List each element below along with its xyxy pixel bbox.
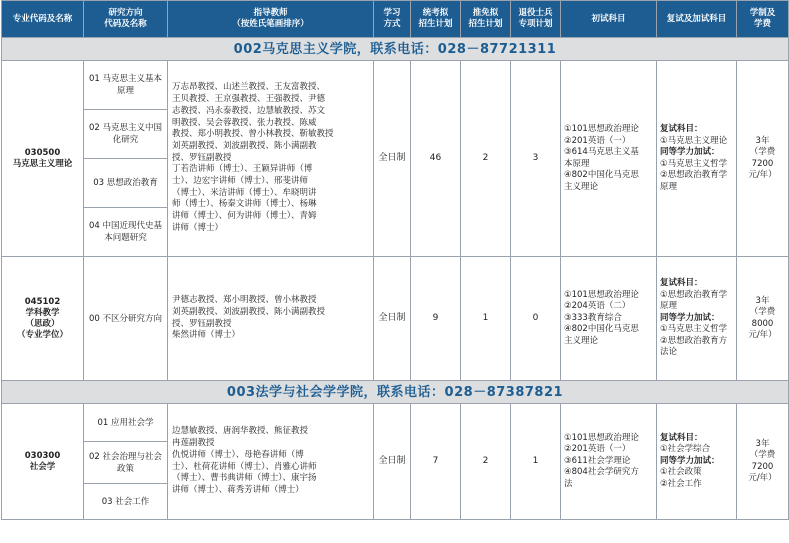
header-supervisor: 指导教师 （按姓氏笔画排序） [168,1,374,38]
admissions-table [1,0,789,520]
table-row [2,257,789,381]
veteran-plan-cell: 3 [511,61,561,257]
exam-subjects-cell: ①101思想政治理论 ②201英语（一） ③611社会学理论 ④804社会学研究方 法 [561,404,657,520]
retest-cell: 复试科目： ①社会学综合 同等学力加试： ①社会政策 ②社会工作 [657,404,737,520]
direction-cell: 02 马克思主义中国化研究 [84,110,168,159]
mode-cell: 全日制 [374,257,411,381]
retest-cell: 复试科目： ①思想政治教育学原理 同等学力加试： ①马克思主义哲学 ②思想政治教育方法论 [657,257,737,381]
exempt-plan-cell: 2 [461,404,511,520]
header-exam-subjects: 初试科目 [561,1,657,38]
college-title-003: 003法学与社会学学院，联系电话：028－87387821 [2,381,789,404]
table-row [2,61,789,110]
duration-fee-cell: 3年 （学费 8000 元/年） [737,257,789,381]
direction-cell: 03 思想政治教育 [84,159,168,208]
direction-cell: 02 社会治理与社会政策 [84,442,168,484]
header-duration: 学制及 学费 [737,1,789,38]
unified-plan-cell: 9 [411,257,461,381]
major-cell: 030500 马克思主义理论 [2,61,84,257]
college-title-002: 002马克思主义学院，联系电话：028－87721311 [2,38,789,61]
header-major: 专业代码及名称 [2,1,84,38]
header-unified: 统考拟 招生计划 [411,1,461,38]
direction-cell: 01 马克思主义基本原理 [84,61,168,110]
veteran-plan-cell: 1 [511,404,561,520]
header-exempt: 推免拟 招生计划 [461,1,511,38]
unified-plan-cell: 46 [411,61,461,257]
direction-cell: 01 应用社会学 [84,404,168,442]
direction-cell: 04 中国近现代史基本问题研究 [84,208,168,257]
major-cell: 045102 学科教学 （思政） （专业学位） [2,257,84,381]
exam-subjects-cell: ①101思想政治理论 ②201英语（一） ③614马克思主义基 本原理 ④802中国化马克思 主义理论 [561,61,657,257]
header-retest-subjects: 复试及加试科目 [657,1,737,38]
exam-subjects-cell: ①101思想政治理论 ②204英语（二） ③333教育综合 ④802中国化马克思 主义理论 [561,257,657,381]
mode-cell: 全日制 [374,61,411,257]
direction-cell: 03 社会工作 [84,484,168,520]
header-direction: 研究方向 代码及名称 [84,1,168,38]
supervisor-cell: 边慧敏教授、唐润华教授、熊征教授 冉莲副教授 仇悦讲师（博士）、母艳春讲师（博 士）、杜荷花讲师（博士）、肖雅心讲师 （博士）、曹书典讲师（博士）、康宇扬 讲师（博士）、蒋秀芳讲师（博士） [168,404,374,520]
retest-cell: 复试科目： ①马克思主义理论 同等学力加试： ①马克思主义哲学 ②思想政治教育学原理 [657,61,737,257]
direction-cell: 00 不区分研究方向 [84,257,168,381]
header-row [2,1,789,38]
college-row-003 [2,381,789,404]
college-row-002 [2,38,789,61]
supervisor-cell: 万志昂教授、山述兰教授、王友富教授、 王贝教授、王京强教授、王强教授、尹德 志教授、冯永泰教授、边慧敏教授、苏文 明教授、吴会蓉教授、张力教授、陈威 教授、郑小明教授、曾小林教授、靳敏教授 刘英副教授、刘波副教授、陈小满副教 授、罗钰副教授 丁若浩讲师（博士）、王颖异讲师（博 士）、边宏宇讲师（博士）、邢斐讲师 （博士）、米洁讲师（博士）、牟晓明讲 师（博士）、杨秦文讲师（博士）、杨琳 讲师（博士）、何为讲师（博士）、青姆 讲师（博士） [168,61,374,257]
unified-plan-cell: 7 [411,404,461,520]
duration-fee-cell: 3年 （学费 7200 元/年） [737,404,789,520]
exempt-plan-cell: 1 [461,257,511,381]
exempt-plan-cell: 2 [461,61,511,257]
veteran-plan-cell: 0 [511,257,561,381]
header-mode: 学习 方式 [374,1,411,38]
major-cell: 030300 社会学 [2,404,84,520]
header-veteran: 退役士兵 专项计划 [511,1,561,38]
table-row [2,404,789,442]
duration-fee-cell: 3年 （学费 7200 元/年） [737,61,789,257]
mode-cell: 全日制 [374,404,411,520]
supervisor-cell: 尹德志教授、郑小明教授、曾小林教授 刘英副教授、刘波副教授、陈小满副教授 授、罗钰副教授 柴然讲师（博士） [168,257,374,381]
